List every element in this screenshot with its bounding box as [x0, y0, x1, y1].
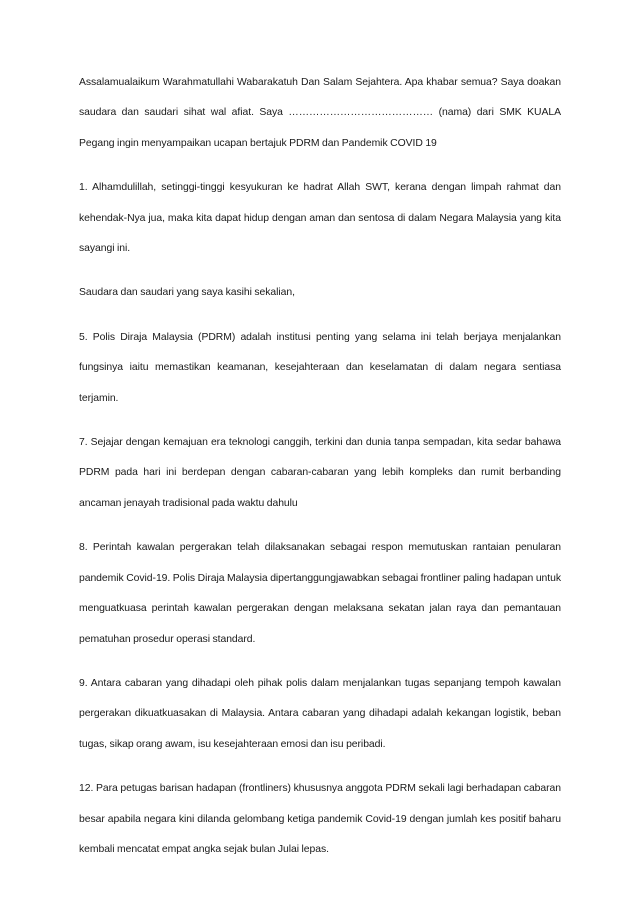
paragraph-1-gratitude: 1. Alhamdulillah, setinggi-tinggi kesyukuran ke hadrat Allah SWT, kerana dengan limpah rahmat dan kehendak-Nya jua, maka kita dapat hidup dengan aman dan sentosa di dalam Negara Malaysia yang kita sayangi ini.	[79, 182, 561, 255]
paragraph-salutation: Saudara dan saudari yang saya kasihi sekalian,	[79, 287, 295, 299]
paragraph-12-frontliners: 12. Para petugas barisan hadapan (frontliners) khususnya anggota PDRM sekali lagi berhadapan cabaran besar apabila negara kini dilanda gelombang ketiga pandemik Covid-19 dengan jumlah kes positif baharu kembali mencatat empat angka sejak bulan Julai lepas.	[79, 783, 561, 855]
document-body	[79, 68, 561, 879]
paragraph-7-technology-challenges: 7. Sejajar dengan kemajuan era teknologi canggih, terkini dan dunia tanpa sempadan, kita sedar bahawa PDRM pada hari ini berdepan dengan cabaran-cabaran yang lebih kompleks dan rumit berbanding ancaman jenayah tradisional pada waktu dahulu	[79, 437, 561, 509]
paragraph-greeting: Assalamualaikum Warahmatullahi Wabarakatuh Dan Salam Sejahtera. Apa khabar semua? Saya doakan saudara dan saudari sihat wal afiat. Saya …………………………………… (nama) dari SMK KUALA Pegang ingin menyampaikan ucapan bertajuk PDRM dan Pandemik COVID 19	[79, 77, 561, 149]
paragraph-8-movement-control-order: 8. Perintah kawalan pergerakan telah dilaksanakan sebagai respon memutuskan rantaian penularan pandemik Covid-19. Polis Diraja Malaysia dipertanggungjawabkan sebagai frontliner paling hadapan untuk menguatkuasa perintah kawalan pergerakan dengan melaksana sekatan jalan raya dan pemantauan pematuhan prosedur operasi standard.	[79, 542, 561, 645]
paragraph-5-pdrm-institution: 5. Polis Diraja Malaysia (PDRM) adalah institusi penting yang selama ini telah berjaya menjalankan fungsinya iaitu memastikan keamanan, kesejahteraan dan keselamatan di dalam negara sentiasa terjamin.	[79, 331, 561, 404]
paragraph-9-police-challenges: 9. Antara cabaran yang dihadapi oleh pihak polis dalam menjalankan tugas sepanjang tempoh kawalan pergerakan dikuatkuasakan di Malaysia. Antara cabaran yang dihadapi adalah kekangan logistik, beban tugas, sikap orang awam, isu kesejahteraan emosi dan isu peribadi.	[79, 677, 561, 750]
